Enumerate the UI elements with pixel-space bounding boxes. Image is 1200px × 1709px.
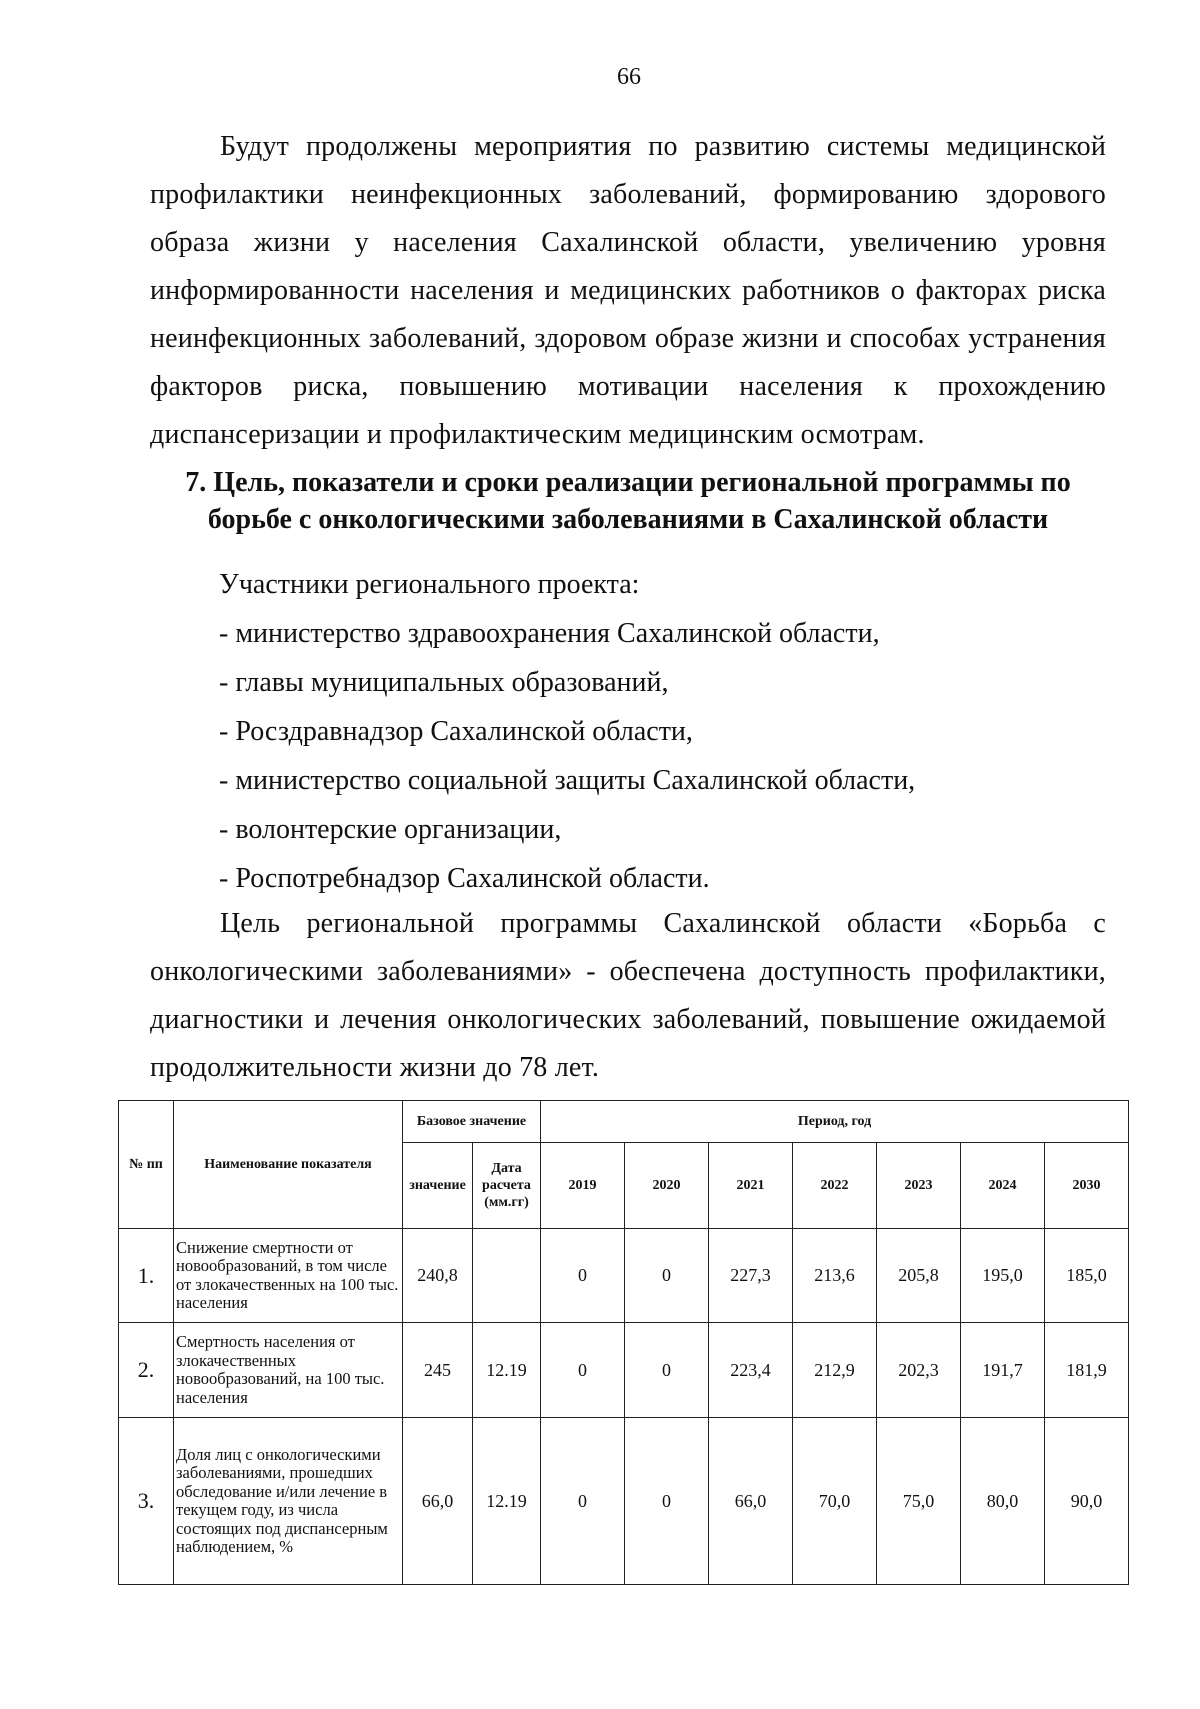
intro-paragraph-text: Будут продолжены мероприятия по развитию системы медицинской профилактики неинфекционных заболеваний, формированию здорового образа жизни у населения Сахалинской области, увеличению уровня информированности населения и медицинских работников о факторах риска неинфекционных заболеваний, здоровом образе жизни и способах устранения факторов риска, повышению мотивации населения к прохождению диспансеризации и профилактическим медицинским осмотрам. <box>150 131 1106 450</box>
col-base-group-header: Базовое значение <box>403 1101 541 1143</box>
goal-paragraph-text: Цель региональной программы Сахалинской области «Борьба с онкологическими заболеваниями» - обеспечена доступность профилактики, диагностики и лечения онкологических заболеваний, повышение ожидаемой продолжительности жизни до 78 лет. <box>150 908 1106 1083</box>
table-row <box>119 1418 1129 1585</box>
year-value: 191,7 <box>961 1323 1045 1418</box>
indicators-table <box>118 1100 1129 1585</box>
base-value: 66,0 <box>403 1418 473 1585</box>
year-value: 227,3 <box>709 1229 793 1323</box>
indicator-name: Снижение смертности от новообразований, в том числе от злокачественных на 100 тыс. населения <box>174 1229 403 1323</box>
year-value: 223,4 <box>709 1323 793 1418</box>
base-value: 245 <box>403 1323 473 1418</box>
year-value: 70,0 <box>793 1418 877 1585</box>
col-year-header: 2023 <box>877 1143 961 1229</box>
col-base-value-header: значение <box>403 1143 473 1229</box>
table-row <box>119 1229 1129 1323</box>
year-value: 0 <box>625 1229 709 1323</box>
col-year-header: 2019 <box>541 1143 625 1229</box>
col-year-header: 2020 <box>625 1143 709 1229</box>
table-header-row <box>119 1101 1129 1143</box>
year-value: 75,0 <box>877 1418 961 1585</box>
year-value: 181,9 <box>1045 1323 1129 1418</box>
year-value: 0 <box>541 1229 625 1323</box>
year-value: 185,0 <box>1045 1229 1129 1323</box>
page-number: 66 <box>617 64 641 90</box>
year-value: 80,0 <box>961 1418 1045 1585</box>
year-value: 0 <box>541 1418 625 1585</box>
row-number: 3. <box>119 1418 174 1585</box>
year-value: 66,0 <box>709 1418 793 1585</box>
row-number: 1. <box>119 1229 174 1323</box>
year-value: 0 <box>625 1418 709 1585</box>
col-base-date-header: Дата расчета (мм.гг) <box>473 1143 541 1229</box>
col-num-header: № пп <box>119 1101 174 1229</box>
col-year-header: 2030 <box>1045 1143 1129 1229</box>
base-date <box>473 1229 541 1323</box>
row-number: 2. <box>119 1323 174 1418</box>
base-date: 12.19 <box>473 1418 541 1585</box>
participant-item: - министерство социальной защиты Сахалинской области, <box>219 765 916 796</box>
col-period-group-header: Период, год <box>541 1101 1129 1143</box>
participant-item: - министерство здравоохранения Сахалинской области, <box>219 618 880 649</box>
indicator-name: Доля лиц с онкологическими заболеваниями, прошедших обследование и/или лечение в текущем году, из числа состоящих под диспансерным наблюдением, % <box>174 1418 403 1585</box>
participant-item: - Росздравнадзор Сахалинской области, <box>219 716 693 747</box>
col-year-header: 2021 <box>709 1143 793 1229</box>
participants-list <box>219 560 915 903</box>
participant-item: - волонтерские организации, <box>219 814 562 845</box>
base-value: 240,8 <box>403 1229 473 1323</box>
col-name-header: Наименование показателя <box>174 1101 403 1229</box>
base-date: 12.19 <box>473 1323 541 1418</box>
year-value: 205,8 <box>877 1229 961 1323</box>
goal-paragraph <box>150 900 1106 1092</box>
intro-paragraph <box>150 123 1106 459</box>
col-year-header: 2024 <box>961 1143 1045 1229</box>
year-value: 212,9 <box>793 1323 877 1418</box>
year-value: 0 <box>625 1323 709 1418</box>
section-heading: 7. Цель, показатели и сроки реализации региональной программы по борьбе с онкологическими заболеваниями в Сахалинской области <box>185 467 1071 535</box>
table-row <box>119 1323 1129 1418</box>
year-value: 213,6 <box>793 1229 877 1323</box>
year-value: 195,0 <box>961 1229 1045 1323</box>
year-value: 0 <box>541 1323 625 1418</box>
year-value: 202,3 <box>877 1323 961 1418</box>
participant-item: - Роспотребнадзор Сахалинской области. <box>219 863 710 894</box>
participant-item: - главы муниципальных образований, <box>219 667 669 698</box>
year-value: 90,0 <box>1045 1418 1129 1585</box>
col-year-header: 2022 <box>793 1143 877 1229</box>
indicator-name: Смертность населения от злокачественных новообразований, на 100 тыс. населения <box>174 1323 403 1418</box>
participants-label: Участники регионального проекта: <box>219 569 640 600</box>
